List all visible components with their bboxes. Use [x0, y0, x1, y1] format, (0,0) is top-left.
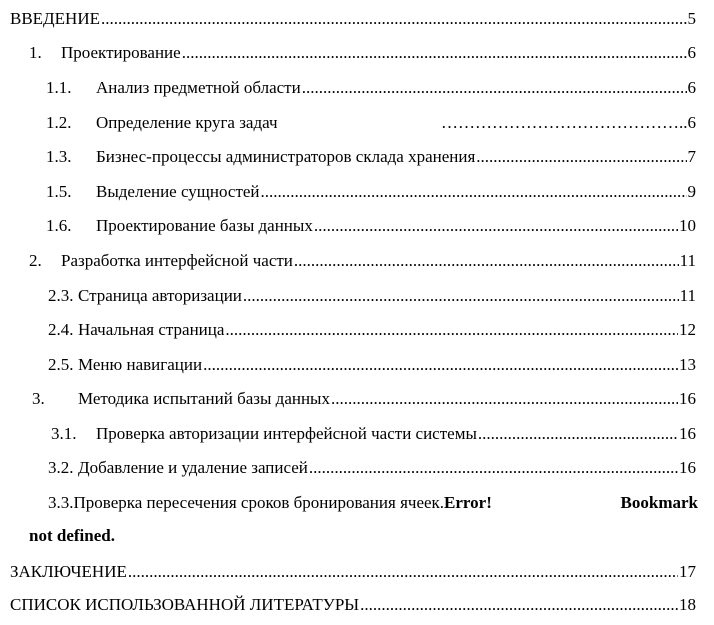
toc-entry-3-3-text: [48, 492, 492, 514]
toc-number: 1.6.: [46, 216, 72, 235]
bookmark-error-continuation: not defined.: [29, 526, 115, 545]
toc-page-number: 9: [687, 182, 696, 201]
toc-entry-2-4[interactable]: [48, 319, 696, 341]
toc-page-number: 13: [679, 355, 696, 374]
toc-page-number: 16: [679, 424, 696, 443]
toc-leader-dots: [478, 423, 678, 445]
toc-number: 3.: [32, 389, 45, 408]
toc-leader-dots: [128, 561, 678, 583]
toc-number: 2.3.: [48, 286, 74, 305]
toc-page-number: 17: [679, 562, 696, 581]
toc-entry-3-3[interactable]: [48, 492, 698, 514]
toc-leader-dots: [261, 181, 687, 203]
toc-title: Методика испытаний базы данных: [78, 389, 330, 408]
toc-page-number: 11: [679, 251, 696, 270]
toc-title: Проектирование базы данных: [96, 216, 313, 235]
toc-number: 3.3.: [48, 493, 74, 512]
toc-leader-dots: [331, 388, 678, 410]
toc-entry-2[interactable]: [29, 250, 696, 272]
toc-entry-1-3[interactable]: [46, 146, 696, 168]
toc-page-number: 16: [679, 389, 696, 408]
toc-leader-dots: [309, 457, 678, 479]
toc-title: Проверка пересечения сроков бронирования ячеек.: [73, 493, 445, 512]
toc-entry-1-6[interactable]: [46, 215, 696, 237]
toc-leader-dots: [476, 146, 686, 168]
toc-leader-dots: [101, 8, 687, 30]
toc-number: 2.4.: [48, 320, 74, 339]
toc-entry-1[interactable]: [29, 42, 696, 64]
toc-entry-conclusion[interactable]: [10, 561, 696, 583]
toc-number: 1.: [29, 43, 42, 62]
bookmark-error-text: Error!: [444, 493, 492, 512]
toc-number: 1.1.: [46, 78, 72, 97]
toc-entry-introduction[interactable]: [10, 8, 696, 30]
toc-title: Разработка интерфейсной части: [61, 251, 293, 270]
toc-leader-dots: [225, 319, 678, 341]
toc-page-number: 16: [679, 458, 696, 477]
toc-entry-1-1[interactable]: [46, 77, 696, 99]
toc-title: Страница авторизации: [78, 286, 242, 305]
toc-entry-3-1[interactable]: [51, 423, 696, 445]
toc-leader-dots: [203, 354, 678, 376]
toc-number: 2.: [29, 251, 42, 270]
toc-title: Определение круга задач: [96, 113, 278, 132]
toc-page-number: 5: [687, 9, 696, 28]
toc-entry-3-3-continuation: [29, 525, 329, 547]
toc-page-number: 6: [687, 113, 696, 132]
toc-entry-3-2[interactable]: [48, 457, 696, 479]
toc-title: ВВЕДЕНИЕ: [10, 9, 100, 28]
toc-page-number: 11: [679, 286, 696, 305]
toc-title: СПИСОК ИСПОЛЬЗОВАННОЙ ЛИТЕРАТУРЫ: [10, 595, 360, 614]
toc-leader-dots: [314, 215, 678, 237]
toc-leader-dots: [243, 285, 679, 307]
toc-page-number: 12: [679, 320, 696, 339]
bookmark-error-word: Bookmark: [620, 493, 698, 512]
toc-page-number: 6: [687, 78, 696, 97]
toc-entry-1-2[interactable]: [46, 112, 696, 134]
toc-number: 2.5.: [48, 355, 74, 374]
toc-title: Начальная страница: [78, 320, 225, 339]
toc-page-number: 6: [687, 43, 696, 62]
toc-leader-ellipsis: ……………………………………..: [441, 113, 688, 132]
toc-title: Проверка авторизации интерфейсной части системы: [96, 424, 477, 443]
toc-page-number: 7: [687, 147, 696, 166]
toc-number: 1.2.: [46, 113, 72, 132]
toc-title: ЗАКЛЮЧЕНИЕ: [10, 562, 127, 581]
toc-leader-dots: [360, 594, 678, 616]
toc-leader-dots: [182, 42, 687, 64]
toc-entry-2-5[interactable]: [48, 354, 696, 376]
toc-title: Меню навигации: [78, 355, 203, 374]
toc-title: Выделение сущностей: [96, 182, 260, 201]
toc-title: Проектирование: [61, 43, 181, 62]
toc-number: 3.2.: [48, 458, 74, 477]
toc-title: Анализ предметной области: [96, 78, 301, 97]
toc-number: 1.3.: [46, 147, 72, 166]
toc-title: Добавление и удаление записей: [78, 458, 308, 477]
toc-number: 1.5.: [46, 182, 72, 201]
toc-title: Бизнес-процессы администраторов склада хранения: [96, 147, 476, 166]
toc-entry-3[interactable]: [32, 388, 696, 410]
toc-number: 3.1.: [51, 424, 77, 443]
toc-leader-dots: [294, 250, 679, 272]
toc-page-number: 10: [679, 216, 696, 235]
toc-entry-1-5[interactable]: [46, 181, 696, 203]
toc-leader-dots: [302, 77, 687, 99]
toc-entry-2-3[interactable]: [48, 285, 696, 307]
toc-page-number: 18: [679, 595, 696, 614]
toc-entry-references[interactable]: [10, 594, 696, 616]
